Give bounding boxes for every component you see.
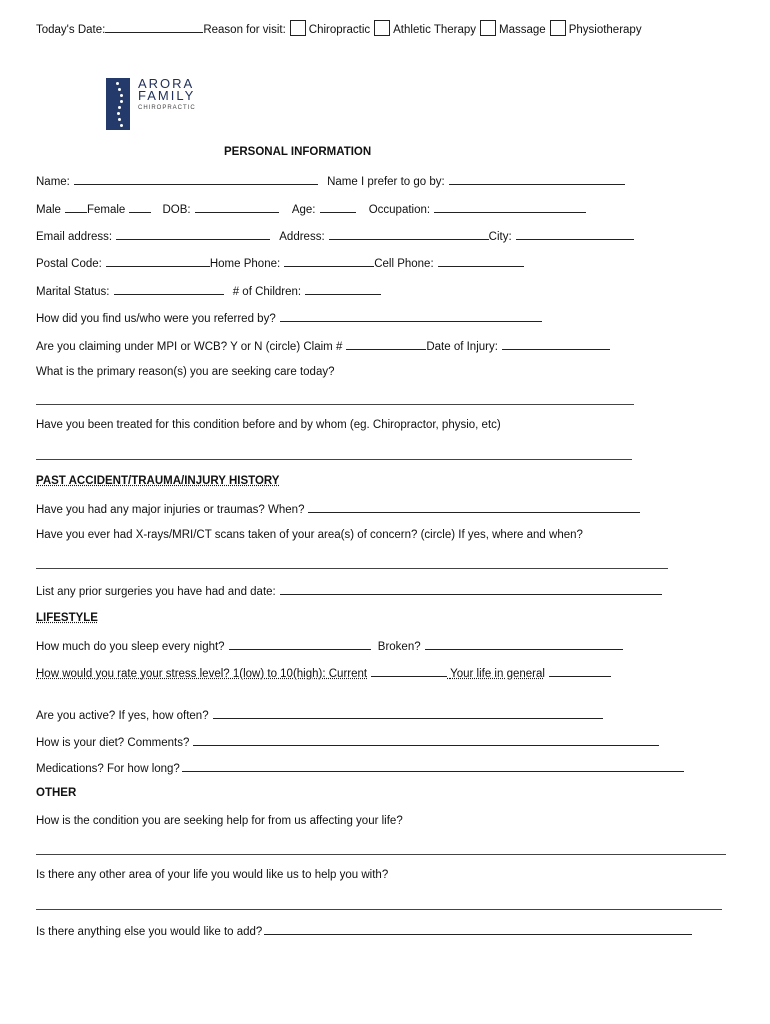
children-label: # of Children: [232, 286, 302, 298]
reason-label: Reason for visit: [203, 24, 286, 36]
diet-row [36, 735, 659, 749]
xrays-label: Have you ever had X-rays/MRI/CT scans taken of your area(s) of concern? (circle) If yes, where and when? [36, 529, 583, 541]
medications-label: Medications? For how long? [36, 763, 180, 775]
physiotherapy-checkbox[interactable] [550, 20, 566, 36]
anything-else-row [36, 924, 692, 938]
diet-field[interactable] [193, 735, 659, 746]
stress-row [36, 666, 611, 680]
referral-field[interactable] [280, 311, 542, 322]
active-field[interactable] [213, 708, 603, 719]
sleep-row [36, 639, 623, 653]
injuries-field[interactable] [308, 502, 640, 513]
option-athletic-therapy: Athletic Therapy [393, 24, 477, 36]
chiropractic-checkbox[interactable] [290, 20, 306, 36]
claim-row [36, 339, 610, 353]
email-label: Email address: [36, 231, 113, 243]
stress-label: How would you rate your stress level? 1(low) to 10(high): Current [36, 668, 368, 680]
demographics-row [36, 202, 586, 216]
injuries-row [36, 502, 640, 516]
occupation-field[interactable] [434, 202, 586, 213]
broken-field[interactable] [425, 639, 623, 650]
contact-row [36, 229, 634, 243]
male-field[interactable] [65, 202, 87, 213]
date-label: Today's Date: [36, 24, 106, 36]
marital-row [36, 284, 381, 298]
preferred-name-label: Name I prefer to go by: [327, 176, 445, 188]
section-lifestyle: LIFESTYLE [36, 612, 98, 624]
phone-row [36, 256, 524, 270]
primary-reason-label: What is the primary reason(s) you are seeking care today? [36, 366, 335, 378]
occupation-label: Occupation: [368, 204, 431, 216]
athletic-therapy-checkbox[interactable] [374, 20, 390, 36]
affecting-label: How is the condition you are seeking help for from us affecting your life? [36, 815, 403, 827]
logo-line-1: ARORA [138, 76, 195, 91]
spine-icon [106, 78, 130, 130]
address-label: Address: [279, 231, 325, 243]
email-field[interactable] [116, 229, 270, 240]
name-field[interactable] [74, 174, 318, 185]
anything-else-label: Is there anything else you would like to add? [36, 926, 263, 938]
claim-label: Are you claiming under MPI or WCB? Y or N (circle) Claim # [36, 341, 343, 353]
male-label: Male [36, 204, 61, 216]
referral-label: How did you find us/who were you referred by? [36, 313, 276, 325]
marital-status-field[interactable] [114, 284, 224, 295]
preferred-name-field[interactable] [449, 174, 625, 185]
referral-row [36, 311, 542, 325]
life-general-field[interactable] [549, 666, 611, 677]
option-massage: Massage [499, 24, 546, 36]
injuries-label: Have you had any major injuries or traumas? When? [36, 504, 305, 516]
medications-row [36, 761, 684, 775]
stress-current-field[interactable] [371, 666, 447, 677]
other-area-field[interactable] [36, 909, 722, 910]
city-field[interactable] [516, 229, 634, 240]
name-row [36, 174, 625, 188]
section-past-accident: PAST ACCIDENT/TRAUMA/INJURY HISTORY [36, 475, 280, 487]
age-label: Age: [291, 204, 316, 216]
active-row [36, 708, 603, 722]
section-other: OTHER [36, 787, 77, 799]
diet-label: How is your diet? Comments? [36, 737, 190, 749]
section-personal-information: PERSONAL INFORMATION [224, 146, 372, 158]
female-label: Female [86, 204, 126, 216]
cell-phone-label: Cell Phone: [374, 258, 434, 270]
massage-checkbox[interactable] [480, 20, 496, 36]
header-row [36, 20, 642, 36]
primary-reason-field[interactable] [36, 404, 634, 405]
treated-before-label: Have you been treated for this condition before and by whom (eg. Chiropractor, physio, etc) [36, 419, 501, 431]
anything-else-field[interactable] [264, 924, 692, 935]
age-field[interactable] [320, 202, 356, 213]
xrays-field[interactable] [36, 568, 668, 569]
logo-line-2: FAMILY [138, 88, 196, 103]
medications-field[interactable] [182, 761, 684, 772]
sleep-field[interactable] [229, 639, 371, 650]
surgeries-label: List any prior surgeries you have had and date: [36, 586, 276, 598]
home-phone-label: Home Phone: [209, 258, 281, 270]
injury-date-label: Date of Injury: [426, 341, 498, 353]
other-area-label: Is there any other area of your life you would like us to help you with? [36, 869, 389, 881]
address-field[interactable] [329, 229, 489, 240]
cell-phone-field[interactable] [438, 256, 524, 267]
broken-label: Broken? [377, 641, 421, 653]
dob-field[interactable] [195, 202, 279, 213]
clinic-logo [106, 78, 196, 130]
sleep-label: How much do you sleep every night? [36, 641, 225, 653]
life-general-label: Your life in general [450, 668, 545, 680]
surgeries-row [36, 584, 662, 598]
surgeries-field[interactable] [280, 584, 662, 595]
marital-status-label: Marital Status: [36, 286, 110, 298]
option-physiotherapy: Physiotherapy [568, 24, 642, 36]
dob-label: DOB: [162, 204, 191, 216]
claim-number-field[interactable] [346, 339, 426, 350]
injury-date-field[interactable] [502, 339, 610, 350]
affecting-field[interactable] [36, 854, 726, 855]
city-label: City: [488, 231, 512, 243]
postal-code-label: Postal Code: [36, 258, 102, 270]
logo-line-3: CHIROPRACTIC [138, 105, 196, 111]
treated-before-field[interactable] [36, 459, 632, 460]
home-phone-field[interactable] [284, 256, 374, 267]
date-field[interactable] [105, 22, 203, 33]
option-chiropractic: Chiropractic [308, 24, 371, 36]
name-label: Name: [36, 176, 70, 188]
children-field[interactable] [305, 284, 381, 295]
female-field[interactable] [129, 202, 151, 213]
postal-code-field[interactable] [106, 256, 210, 267]
active-label: Are you active? If yes, how often? [36, 710, 209, 722]
